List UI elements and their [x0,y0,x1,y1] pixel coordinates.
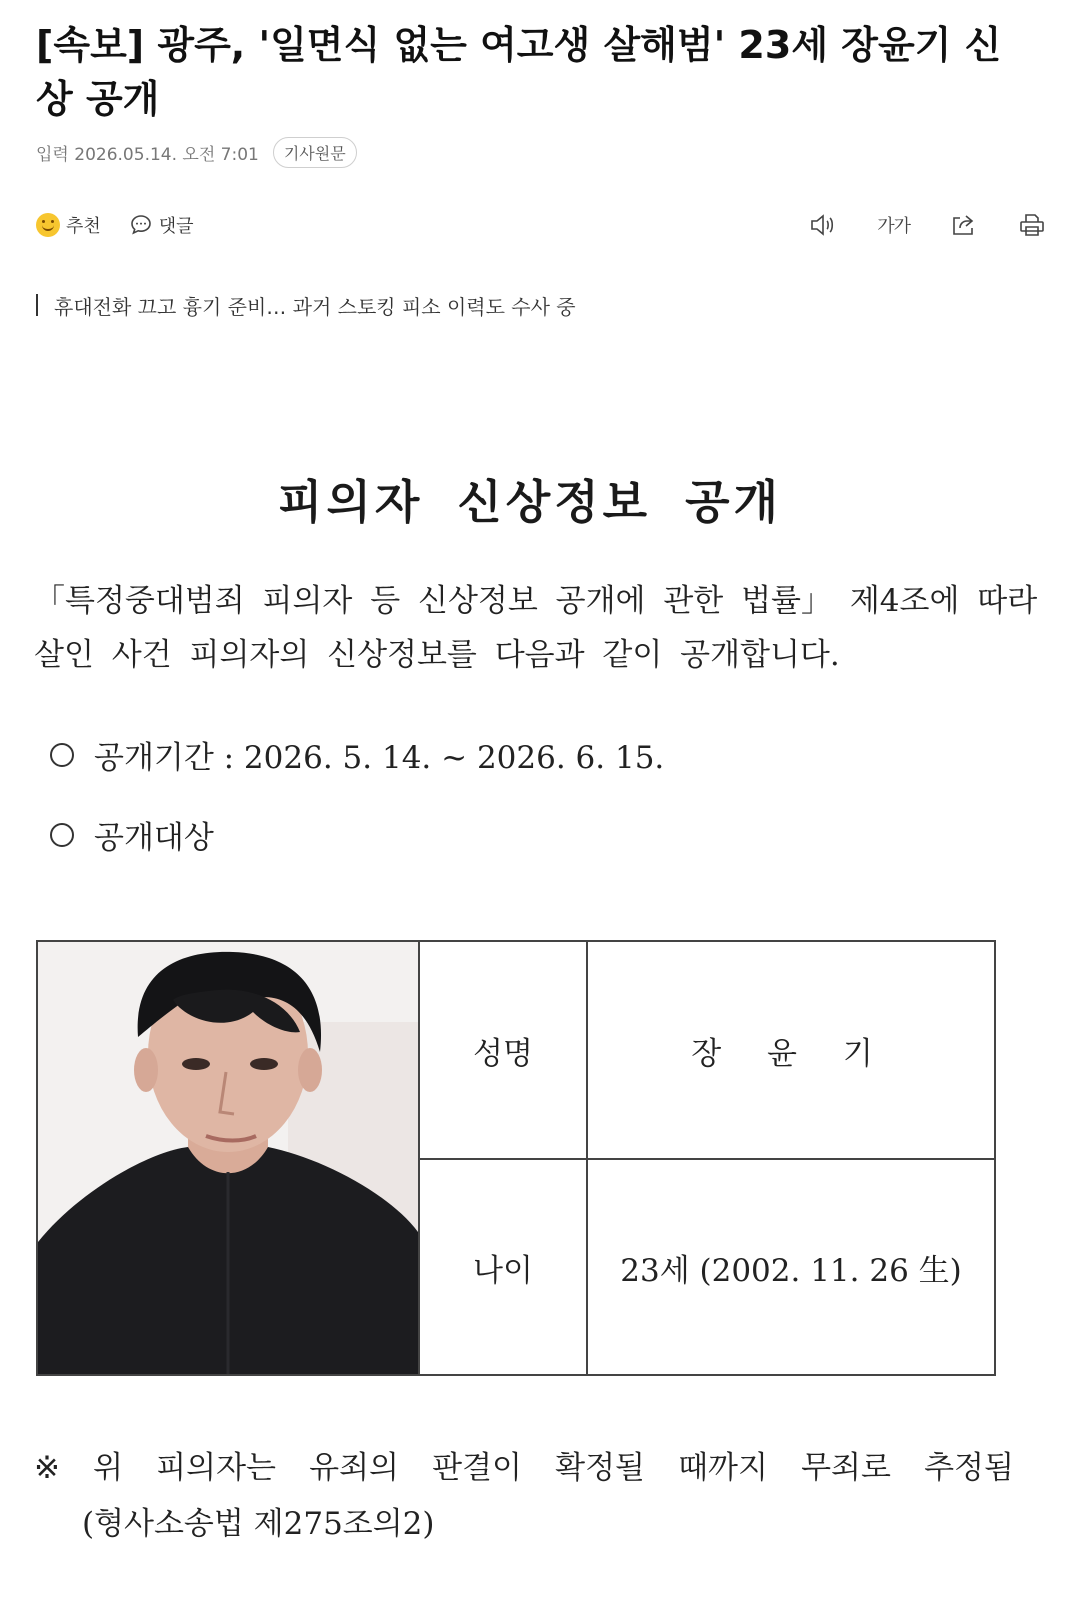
name-label: 성명 [473,1035,533,1072]
note-word: 확정될 [555,1450,645,1486]
note-word: 때까지 [678,1450,768,1486]
note-line-1 [34,1440,1014,1496]
note-word: 피의자는 [156,1450,277,1486]
circle-bullet-icon [50,823,74,847]
age-value: 23세 (2002. 11. 26 生) [620,1252,962,1289]
suspect-photo [38,942,420,1374]
suspect-info-table [36,940,996,1376]
font-size-label: 가가 [877,216,910,237]
note-word: 무죄로 [801,1450,891,1486]
document-paragraph [34,574,1038,682]
paragraph-line-2: 살인 사건 피의자의 신상정보를 다음과 같이 공개합니다. [34,637,840,673]
note-word: 위 [93,1450,124,1486]
subtitle-bar [36,294,38,316]
name-value: 장 윤 기 [691,1035,891,1072]
reaction-group [36,212,194,238]
speech-bubble-icon [129,213,153,237]
article-subtitle [36,288,576,322]
article-toolbar [36,207,1046,243]
print-icon[interactable] [1018,212,1046,238]
recommend-label: 추천 [66,216,101,237]
input-label: 입력 [36,144,69,165]
comment-button[interactable] [129,212,194,238]
disclosure-period-text: 공개기간 : 2026. 5. 14. ~ 2026. 6. 15. [94,740,665,776]
comment-label: 댓글 [158,216,194,237]
speaker-icon[interactable] [809,212,837,238]
article-meta [36,136,357,168]
published-datetime [36,140,259,165]
note-mark: ※ [34,1450,60,1486]
disclosure-period [50,732,664,777]
disclosure-target [50,812,214,857]
document-heading: 피의자 신상정보 공개 [278,475,782,529]
smile-icon [36,213,60,237]
article-title: [속보] 광주, '일면식 없는 여고생 살해범' 23세 장윤기 신상 공개 [36,23,1002,121]
subtitle-text: 휴대전화 끄고 흉기 준비… 과거 스토킹 피소 이력도 수사 중 [54,294,576,319]
datetime-value: 2026.05.14. 오전 7:01 [74,144,259,165]
paragraph-line-1: 「특정중대범죄 피의자 등 신상정보 공개에 관한 법률」 제4조에 따라 [34,583,1038,619]
share-icon[interactable] [950,212,978,238]
presumption-note [34,1440,1014,1552]
recommend-button[interactable] [36,212,101,238]
note-word: 유죄의 [309,1450,399,1486]
tool-group [809,212,1046,238]
disclosure-target-text: 공개대상 [94,820,214,856]
age-label: 나이 [473,1252,533,1289]
note-word: 판결이 [432,1450,522,1486]
circle-bullet-icon [50,743,74,767]
note-word: 추정됨 [924,1450,1014,1486]
font-size-icon[interactable] [877,212,910,238]
note-line-2: (형사소송법 제275조의2) [82,1506,435,1542]
original-article-button[interactable]: 기사원문 [273,137,357,168]
